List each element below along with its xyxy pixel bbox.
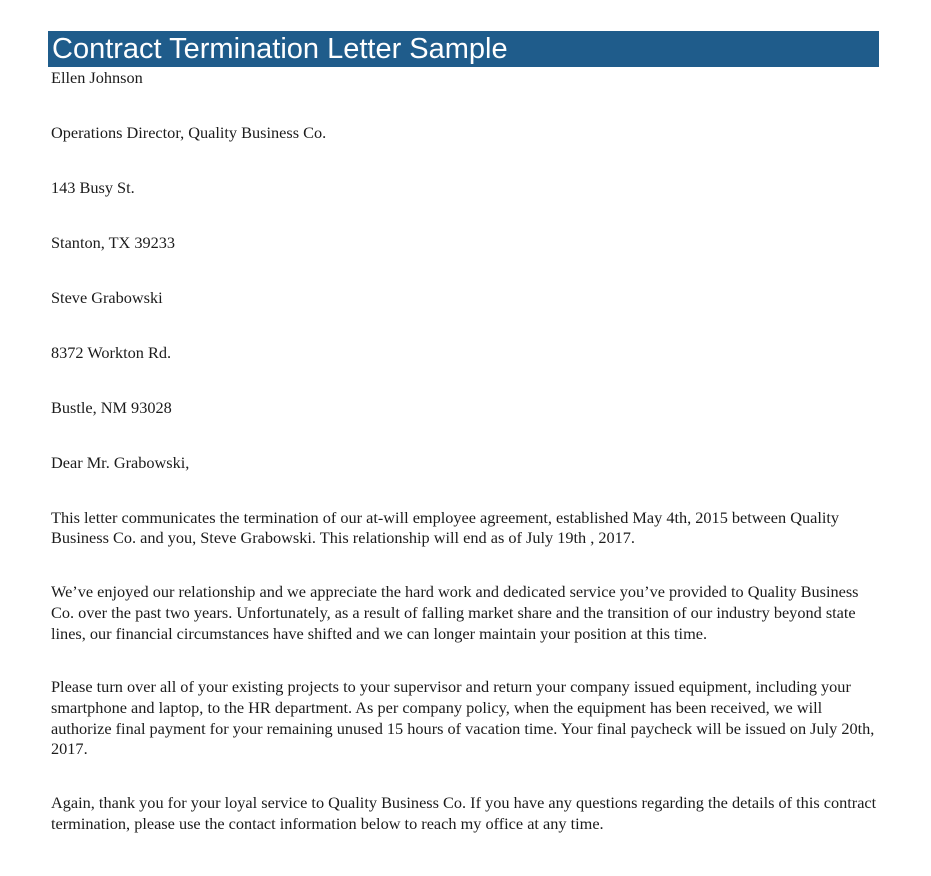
sender-street: 143 Busy St. [51,178,135,197]
title-banner [48,31,879,67]
sender-name: Ellen Johnson [51,68,143,87]
paragraph: This letter communicates the termination of our at-will employee agreement, established May 4th, 2015 between Quality Business Co. and you, Steve Grabowski. This relationship will end as of July 19th , 2017. [51,507,840,548]
recipient-street: 8372 Workton Rd. [51,343,172,362]
sender-title-company: Operations Director, Quality Business Co. [51,123,327,142]
letter-body [51,68,881,867]
sender-city-state-zip: Stanton, TX 39233 [51,233,176,252]
paragraph: Please turn over all of your existing projects to your supervisor and return your company issued equipment, including your smartphone and laptop, to the HR department. As per company policy, when the equipment has been received, we will authorize final payment for your remaining unused 15 hours of vacation time. Your final paycheck will be issued on July 20th, 2017. [51,677,875,759]
page-title: Contract Termination Letter Sample [52,33,508,65]
recipient-city-state-zip: Bustle, NM 93028 [51,398,172,417]
paragraph: We’ve enjoyed our relationship and we appreciate the hard work and dedicated service you’ve provided to Quality Business Co. over the past two years. Unfortunately, as a result of falling market share and the transition of our industry beyond state lines, our financial circumstances have shifted and we can longer maintain your position at this time. [51,582,859,643]
paragraph: Again, thank you for your loyal service to Quality Business Co. If you have any questions regarding the details of this contract termination, please use the contact information below to reach my office at any time. [51,793,877,833]
recipient-name: Steve Grabowski [51,288,163,307]
salutation: Dear Mr. Grabowski, [51,453,190,472]
